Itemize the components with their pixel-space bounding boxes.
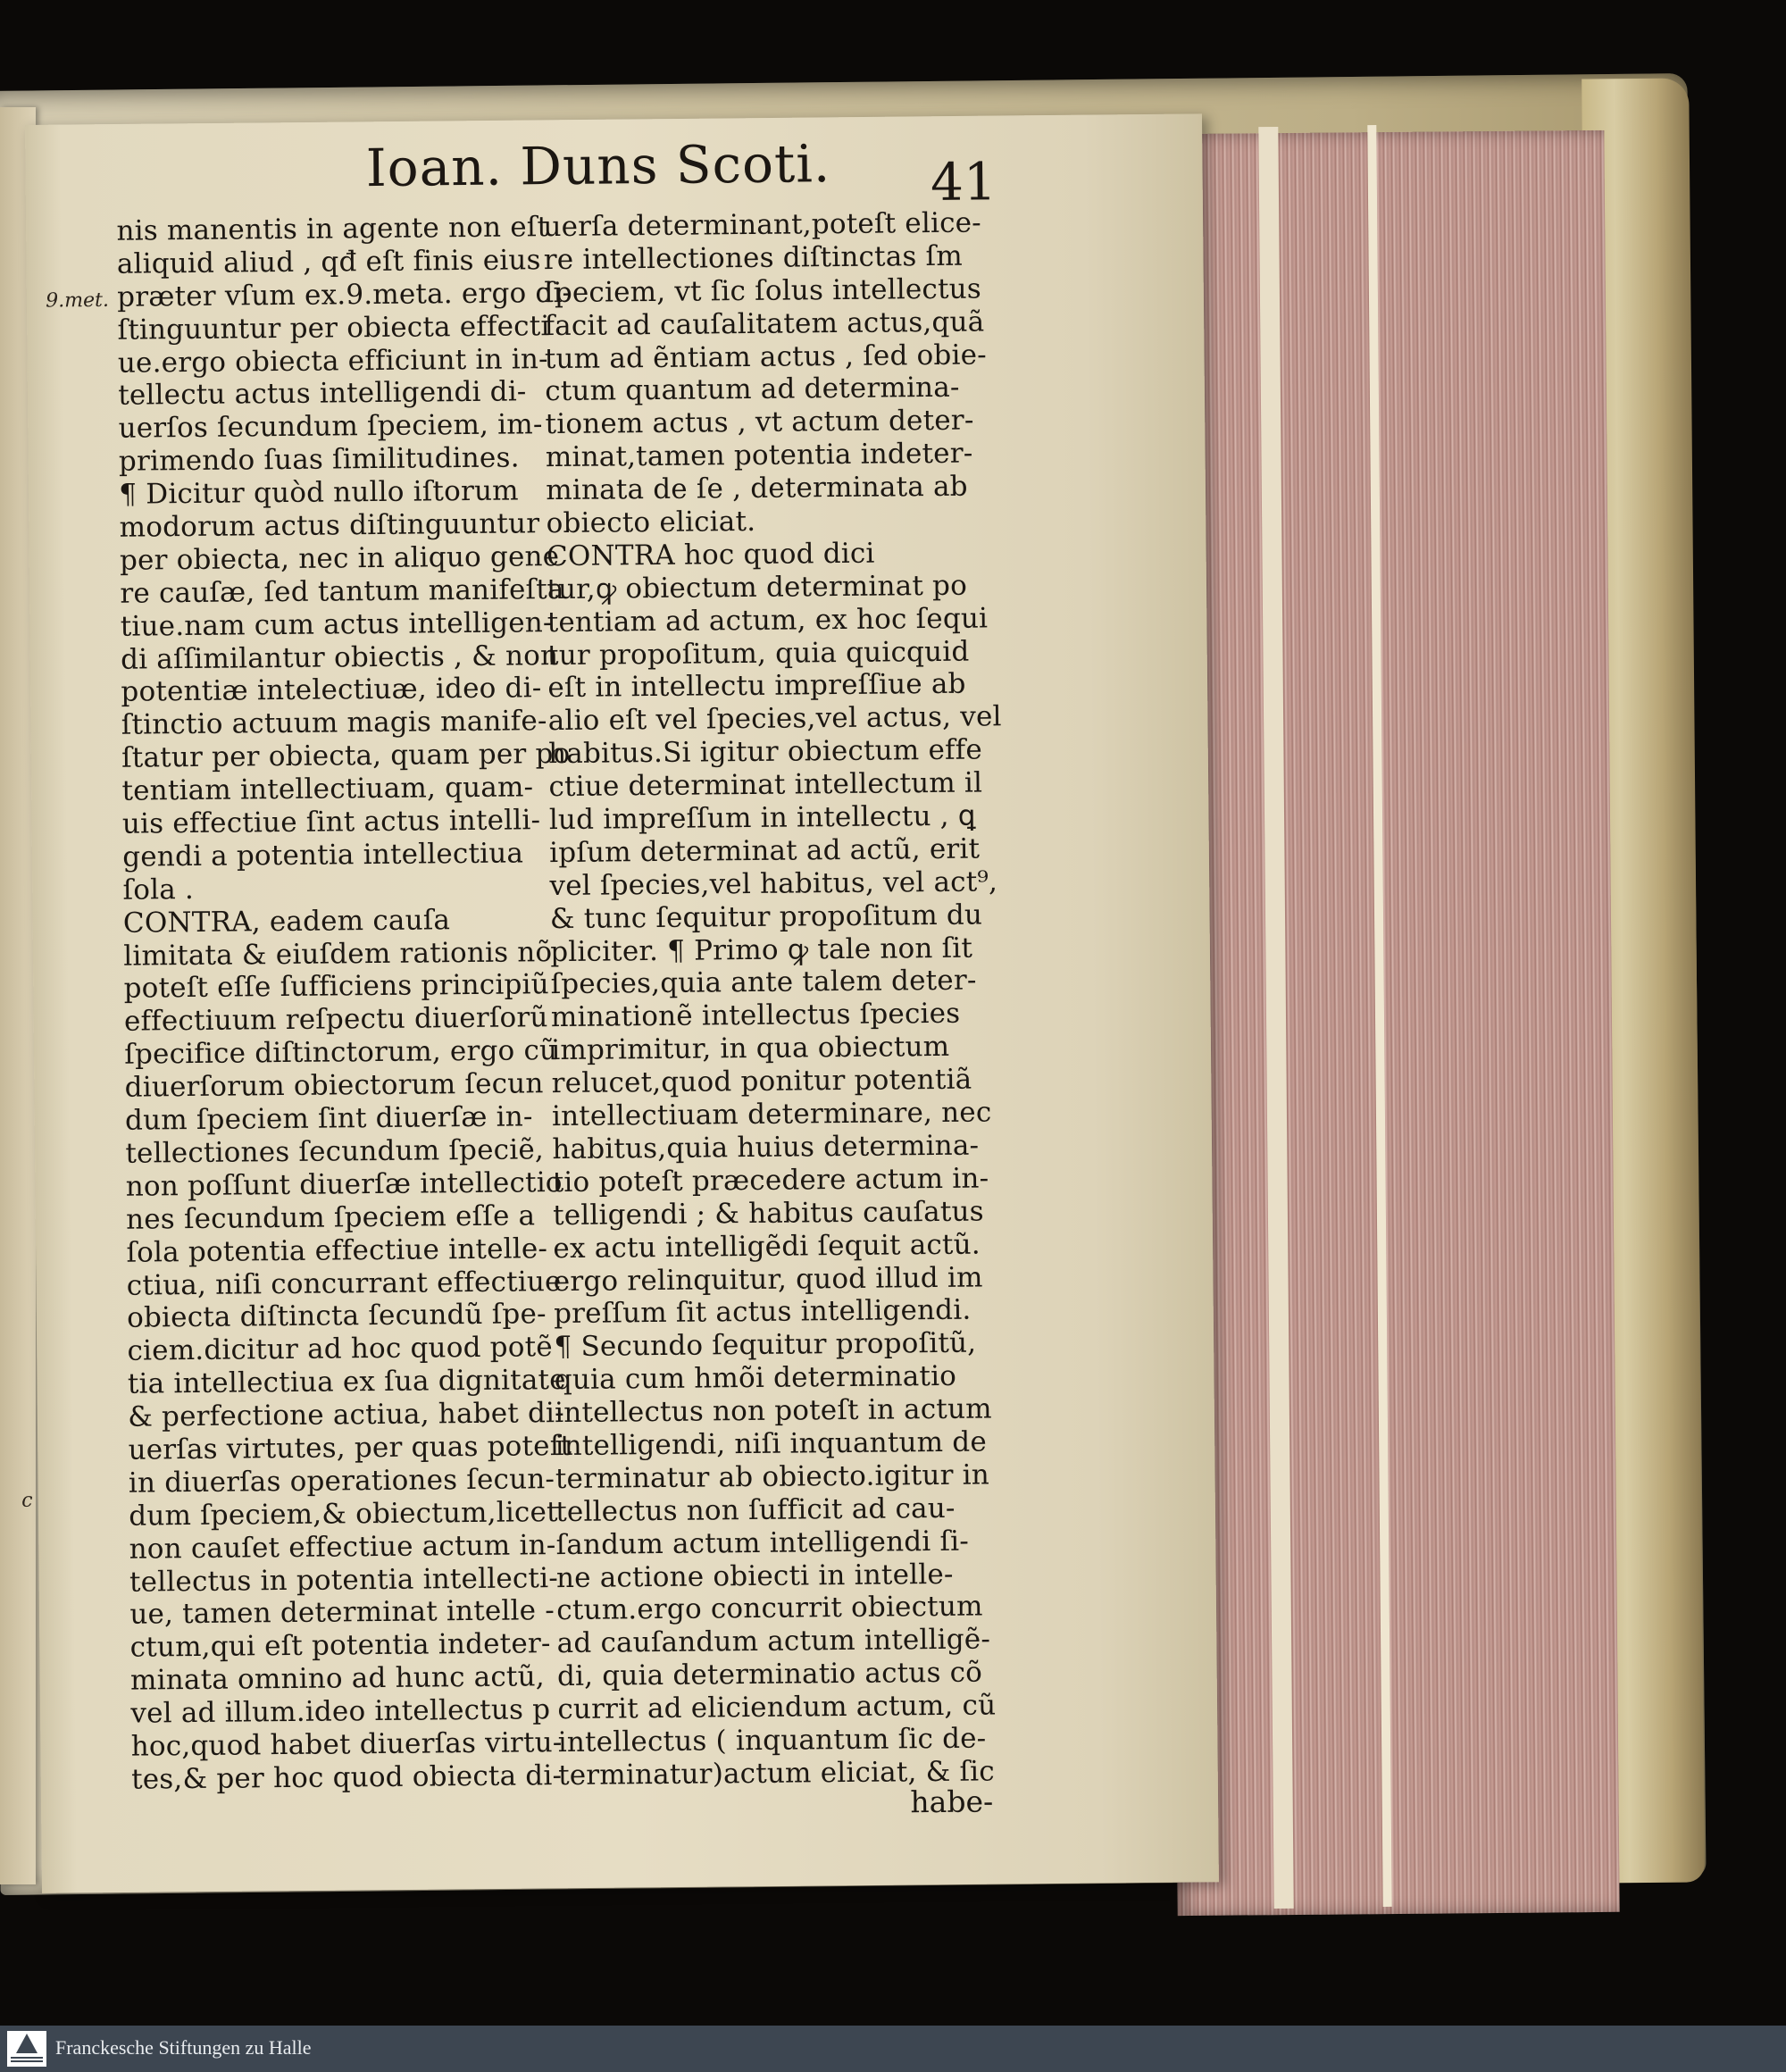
text-line: ciem.dicitur ad hoc quod potẽ — [127, 1331, 553, 1367]
text-line: non poſſunt diuerſæ intellectio — [125, 1166, 563, 1203]
text-line: intellectus non poteſt in actum — [555, 1392, 992, 1430]
text-line: ex actu intelligẽdi ſequit actũ. — [553, 1228, 981, 1265]
text-line: lud impreſſum in intellectu , ꝗ — [548, 799, 976, 837]
text-line: telligendi ; & habitus cauſatus — [552, 1195, 984, 1232]
text-line: ſtinctio actuum magis manife- — [121, 705, 547, 742]
text-line: ctum,qui eſt potentia indeter- — [129, 1627, 551, 1664]
text-column-left — [116, 211, 572, 1796]
footer-bar — [0, 2026, 1786, 2072]
text-line: ue, tamen determinat intelle - — [129, 1594, 555, 1632]
text-line: uerſas virtutes, per quas poteſt — [128, 1429, 572, 1466]
text-line: ſpeciem, vt ſic ſolus intellectus — [544, 272, 982, 309]
text-line: per obiecta, nec in aliquo gene — [119, 539, 560, 577]
text-line: minata de ſe , determinata ab — [546, 470, 968, 507]
text-line: relucet,quod ponitur potentiã — [551, 1063, 972, 1100]
catchword: habe- — [910, 1784, 994, 1820]
text-line: & perfectione actiua, habet di- — [128, 1397, 564, 1433]
text-line: ſpecifice diſtinctorum, ergo cũ — [124, 1034, 558, 1071]
text-line: habitus.Si igitur obiectum effe — [547, 733, 983, 771]
margin-note: c — [21, 1489, 33, 1512]
text-line: tiue.nam cum actus intelligen- — [120, 606, 553, 643]
text-line: vel ad illum.ideo intellectus p — [130, 1693, 551, 1730]
text-line: ſola . — [122, 873, 195, 906]
text-line: tum ad ẽntiam actus , ſed obie- — [544, 338, 988, 375]
text-line: modorum actus diſtinguuntur — [119, 507, 540, 544]
text-line: ſtinguuntur per obiecta effecti — [117, 309, 550, 347]
text-line: dum ſpeciem ſint diuerſæ in- — [124, 1100, 533, 1137]
text-line: ad cauſandum actum intelligẽ- — [556, 1623, 991, 1660]
text-line: tentiam intellectiuam, quam- — [121, 771, 534, 807]
text-line: uerſos ſecundum ſpeciem, im- — [118, 408, 543, 446]
text-line: in diuerſas operationes ſecun- — [128, 1462, 555, 1500]
text-line: hoc,quod habet diuerſas virtu- — [130, 1726, 563, 1763]
text-line: poteſt eſſe ſufficiens principiũ — [123, 968, 549, 1006]
text-line: tur propoſitum, quia quicquid — [547, 635, 970, 672]
text-line: ctiue determinat intellectum il — [548, 766, 983, 804]
text-line: tes,& per hoc quod obiecta di- — [130, 1759, 563, 1796]
franckesche-stiftungen-logo-icon — [7, 2031, 46, 2067]
text-line: ergo relinquitur, quod illud im — [553, 1261, 983, 1298]
text-line: tur,ꝙ obiectum determinat po — [547, 569, 968, 606]
text-line: ſola potentia effectiue intelle- — [126, 1232, 548, 1269]
text-line: preſſum ſit actus intelligendi. — [553, 1294, 972, 1331]
text-line: facit ad cauſalitatem actus,quã — [544, 305, 985, 342]
text-line: obiecta diſtincta ſecundũ ſpe- — [127, 1298, 547, 1335]
text-line: habitus,quia huius determina- — [552, 1129, 980, 1166]
text-line: nis manentis in agente non eſt — [116, 211, 549, 247]
text-line: minat,tamen potentia indeter- — [545, 437, 973, 474]
text-line: ctum.ergo concurrit obiectum — [556, 1590, 983, 1627]
text-line: CONTRA, eadem cauſa — [122, 903, 451, 940]
text-line: minationẽ intellectus ſpecies — [550, 998, 961, 1034]
text-line: tellectiones ſecundum ſpeciẽ, — [125, 1133, 545, 1170]
margin-note: 9.met. — [46, 288, 110, 313]
text-line: obiecto eliciat. — [546, 505, 756, 540]
text-line: minata omnino ad hunc actũ, — [129, 1660, 546, 1697]
text-line: tio poteſt præcedere actum in- — [552, 1162, 989, 1199]
text-line: ſpecies,quia ante talem deter- — [550, 965, 977, 1001]
text-line: ipſum determinat ad actũ, erit — [549, 832, 981, 870]
text-line: quia cum hmõi determinatio — [554, 1359, 957, 1397]
text-line: dum ſpeciem,& obiectum,licet — [129, 1495, 558, 1533]
text-line: tellectus non ſufficit ad cau- — [555, 1491, 956, 1528]
text-line: imprimitur, in qua obiectum — [551, 1031, 950, 1067]
text-column-right — [543, 206, 1002, 1792]
text-line: ne actione obiecti in intelle- — [555, 1558, 954, 1594]
text-line: tellectus in potentia intellecti- — [129, 1561, 559, 1599]
text-line: pliciter. ¶ Primo ꝙ tale non ſit — [550, 932, 973, 968]
text-line: ue.ergo obiecta efficiunt in in- — [117, 342, 548, 380]
text-line: aliquid aliud , qđ eſt finis eius — [116, 244, 541, 280]
text-line: re intellectiones diſtinctas ſm — [543, 239, 964, 277]
text-line: ſtatur per obiecta, quam per po — [121, 738, 571, 774]
text-line: di aſſimilantur obiectis , & non — [120, 639, 559, 676]
text-line: tionem actus , vt actum deter- — [545, 404, 974, 441]
running-head: Ioan. Duns Scoti. — [365, 133, 831, 199]
text-line: tentiam ad actum, ex hoc ſequi — [547, 602, 989, 639]
text-line: vel ſpecies,vel habitus, vel act⁹, — [549, 865, 998, 902]
text-line: limitata & eiuſdem rationis nõ — [123, 935, 553, 973]
text-line: eſt in intellectu impreſſiue ab — [547, 668, 966, 705]
text-line: currit ad eliciendum actum, cũ — [557, 1689, 997, 1726]
text-line: intellectus ( inquantum ſic de- — [557, 1722, 987, 1759]
text-line: di, quia determinatio actus cõ — [556, 1656, 983, 1693]
text-line: alio eſt vel ſpecies,vel actus, vel — [547, 700, 1002, 738]
text-line: ſandum actum intelligendi ſi- — [555, 1525, 970, 1561]
text-line: diuerſorum obiectorum ſecun — [124, 1067, 544, 1104]
text-line: & tunc ſequitur propoſitum du — [549, 898, 983, 935]
text-line: terminatur ab obiecto.igitur in — [555, 1458, 990, 1495]
text-line: ctum quantum ad determina- — [545, 372, 960, 408]
text-line: tia intellectiua ex ſua dignitate — [127, 1364, 566, 1400]
text-line: primendo ſuas ſimilitudines. — [118, 441, 520, 478]
text-line: intellectiuam determinare, nec — [551, 1096, 992, 1133]
text-line: uerſa determinant,poteſt elice- — [543, 206, 982, 244]
text-line: præter vſum ex.9.meta. ergo di- — [117, 276, 572, 313]
text-line: CONTRA hoc quod dici — [546, 537, 875, 573]
text-line: terminatur)actum eliciat, & ſic — [557, 1755, 995, 1792]
text-line: ctiua, niſi concurrant effectiue — [126, 1265, 562, 1302]
text-line: re cauſæ, ſed tantum manifeſta — [120, 572, 564, 610]
text-line: non cauſet effectiue actum in- — [129, 1528, 556, 1566]
text-line: tellectu actus intelligendi di- — [118, 375, 527, 413]
text-line: nes ſecundum ſpeciem eſſe a — [125, 1199, 536, 1236]
text-line: gendi a potentia intellectiua — [122, 837, 524, 873]
text-line: ¶ Secundo ſequitur propoſitũ, — [554, 1326, 977, 1364]
text-line: potentiæ intelectiuæ, ideo di- — [121, 672, 542, 709]
text-line: effectiuum reſpectu diuerſorũ — [123, 1001, 548, 1039]
page-number: 41 — [930, 151, 997, 213]
text-line: uis effectiue ſint actus intelli- — [121, 804, 541, 840]
page-edges — [1162, 130, 1619, 1916]
text-line: intelligendi, niſi inquantum de — [555, 1425, 988, 1463]
institution-name: Franckesche Stiftungen zu Halle — [55, 2036, 312, 2059]
text-line: ¶ Dicitur quòd nullo iſtorum — [119, 474, 519, 511]
